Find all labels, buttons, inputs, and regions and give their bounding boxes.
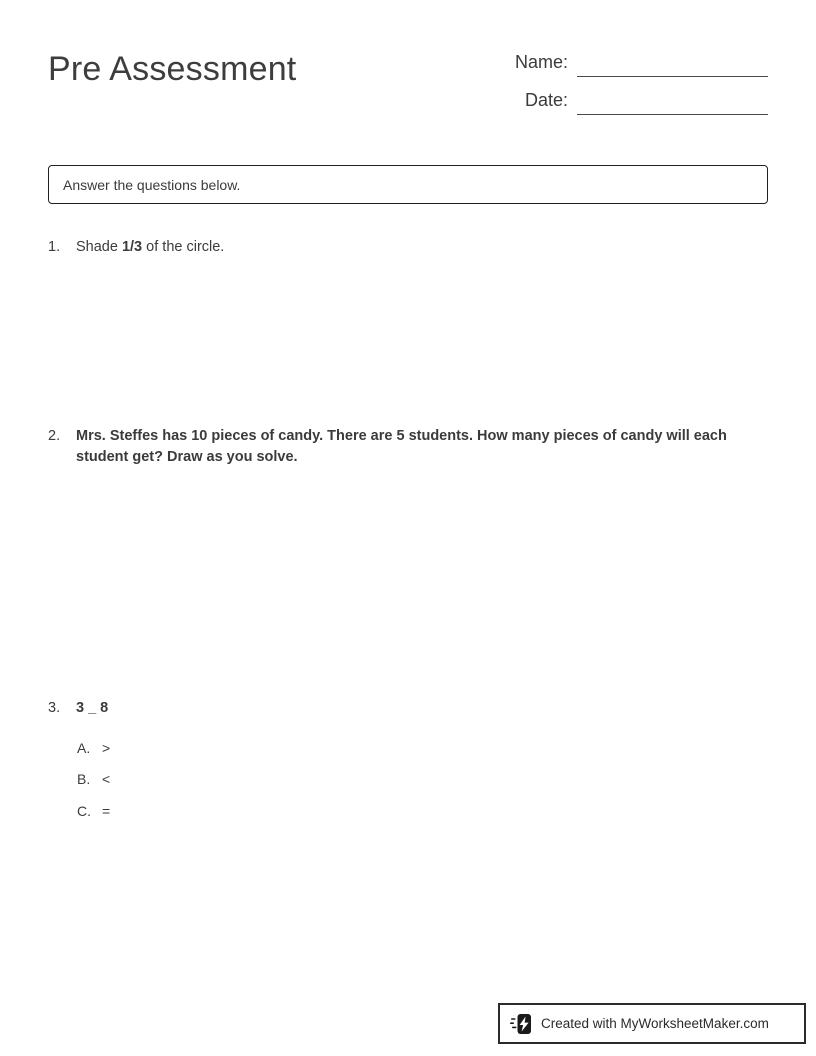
choice-a-symbol: > [102,740,111,756]
question-3 [48,698,751,719]
question-1-part-3: of the circle. [142,239,225,255]
name-fill-line [577,76,768,77]
choice-c-letter: C. [77,803,91,819]
question-2-text: Mrs. Steffes has 10 pieces of candy. There are 5 students. How many pieces of candy will each student get? Draw as you solve. [76,428,727,465]
footer-credit-text: Created with MyWorksheetMaker.com [541,1016,769,1031]
choice-b [77,771,110,787]
date-label: Date: [524,90,568,110]
choice-a [77,740,110,756]
question-1-part-1: Shade [76,239,122,255]
choice-b-letter: B. [77,771,91,787]
footer-badge [498,1003,806,1044]
question-1-part-2: 1/3 [121,239,143,255]
page-title: Pre Assessment [48,50,297,88]
instruction-text: Answer the questions below. [63,176,241,193]
choice-c [77,803,110,819]
question-3-number: 3. [48,700,61,716]
date-fill-line [577,114,768,115]
question-2-number: 2. [48,428,61,444]
name-label: Name: [514,52,568,72]
choice-b-symbol: < [102,771,111,787]
question-2 [48,426,751,468]
choice-c-symbol: = [102,803,111,819]
instruction-box [48,165,768,204]
question-1-text [76,237,751,258]
question-1 [48,237,751,258]
question-3-text: 3 _ 8 [76,700,109,716]
choice-a-letter: A. [77,740,91,756]
question-1-number: 1. [48,239,61,255]
worksheet-maker-icon [510,1012,534,1036]
